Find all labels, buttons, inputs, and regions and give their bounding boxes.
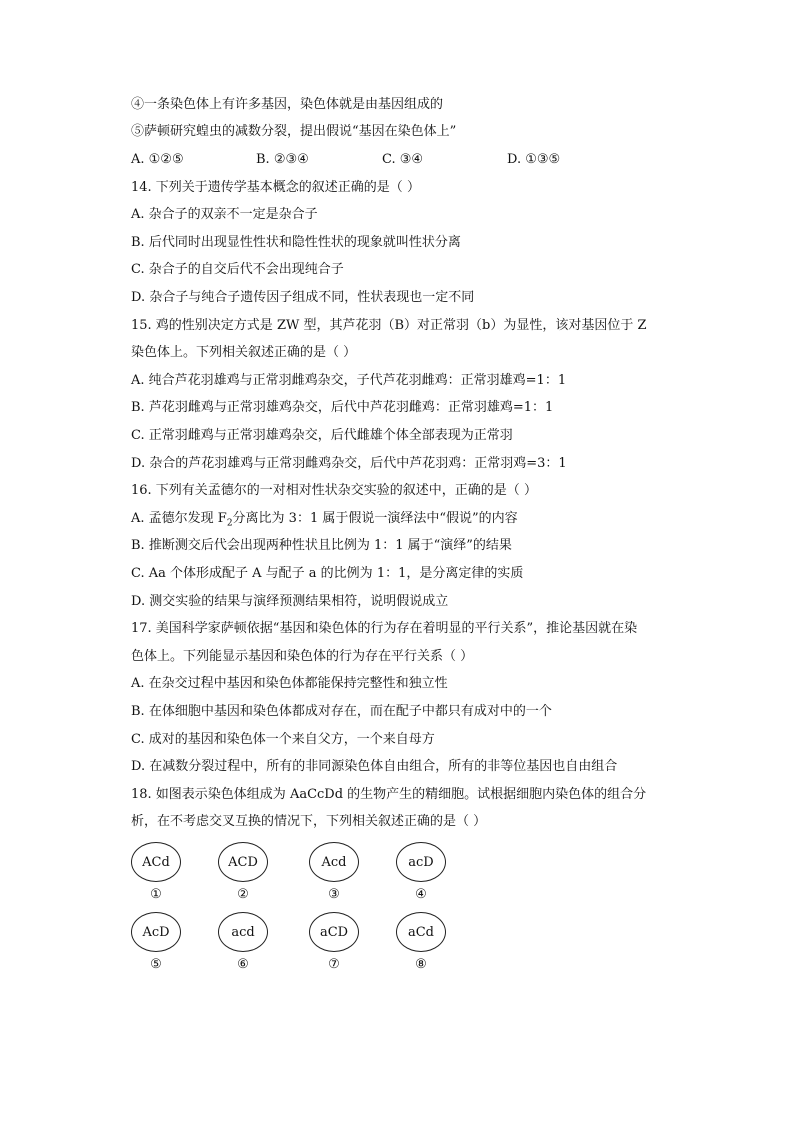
q16-stem: 16. 下列有关孟德尔的一对相对性状杂交实验的叙述中，正确的是（ ）: [131, 483, 537, 498]
cell-8-number: ⑧: [415, 957, 427, 972]
cell-8: aCd: [396, 912, 446, 952]
q15-option-b[interactable]: B. 芦花羽雌鸡与正常羽雄鸡杂交，后代中芦花羽雌鸡：正常羽雄鸡=1：1: [131, 400, 554, 415]
cell-2: ACD: [218, 842, 268, 882]
q18-stem-line-1: 18. 如图表示染色体组成为 AaCcDd 的生物产生的精细胞。试根据细胞内染色体的组合分: [131, 787, 647, 802]
q16-option-c[interactable]: C. Aa 个体形成配子 A 与配子 a 的比例为 1：1，是分离定律的实质: [131, 566, 524, 581]
cell-4-number: ④: [415, 887, 427, 902]
q13-option-c[interactable]: C. ③④: [382, 152, 424, 167]
cell-5: AcD: [131, 912, 181, 952]
cell-7-number: ⑦: [328, 957, 340, 972]
q14-option-b[interactable]: B. 后代同时出现显性性状和隐性性状的现象就叫性状分离: [131, 235, 461, 250]
q17-option-a[interactable]: A. 在杂交过程中基因和染色体都能保持完整性和独立性: [131, 676, 448, 691]
cell-1: ACd: [131, 842, 181, 882]
q17-stem-line-1: 17. 美国科学家萨顿依据“基因和染色体的行为存在着明显的平行关系”，推论基因就在染: [131, 621, 638, 636]
q13-option-a[interactable]: A. ①②⑤: [131, 152, 184, 167]
cell-4: acD: [396, 842, 446, 882]
q16-option-b[interactable]: B. 推断测交后代会出现两种性状且比例为 1：1 属于“演绎”的结果: [131, 538, 512, 553]
cell-1-number: ①: [150, 887, 162, 902]
q15-stem-line-1: 15. 鸡的性别决定方式是 ZW 型，其芦花羽（B）对正常羽（b）为显性，该对基因位于 Z: [131, 318, 647, 333]
q16-option-a-text-1: A. 孟德尔发现 F: [131, 511, 227, 526]
q16-option-a-subscript: 2: [226, 518, 233, 529]
q17-option-b[interactable]: B. 在体细胞中基因和染色体都成对存在，而在配子中都只有成对中的一个: [131, 704, 552, 719]
q13-option-d[interactable]: D. ①③⑤: [507, 152, 561, 167]
cell-6-number: ⑥: [237, 957, 249, 972]
cell-3-number: ③: [328, 887, 340, 902]
q17-option-d[interactable]: D. 在减数分裂过程中，所有的非同源染色体自由组合，所有的非等位基因也自由组合: [131, 759, 618, 774]
q15-option-d[interactable]: D. 杂合的芦花羽雄鸡与正常羽雌鸡杂交，后代中芦花羽鸡：正常羽鸡=3：1: [131, 456, 567, 471]
q16-option-d[interactable]: D. 测交实验的结果与演绎预测结果相符，说明假说成立: [131, 594, 449, 609]
q13-option-b[interactable]: B. ②③④: [256, 152, 309, 167]
q15-stem-line-2: 染色体上。下列相关叙述正确的是（ ）: [131, 345, 357, 360]
q15-option-c[interactable]: C. 正常羽雌鸡与正常羽雄鸡杂交，后代雌雄个体全部表现为正常羽: [131, 428, 513, 443]
q18-stem-line-2: 析，在不考虑交叉互换的情况下，下列相关叙述正确的是（ ）: [131, 814, 487, 829]
cell-7: aCD: [309, 912, 359, 952]
q14-option-d[interactable]: D. 杂合子与纯合子遗传因子组成不同，性状表现也一定不同: [131, 290, 475, 305]
q16-option-a-text-2: 分离比为 3：1 属于假说一演绎法中“假说”的内容: [232, 511, 518, 526]
cell-5-number: ⑤: [150, 957, 162, 972]
q17-stem-line-2: 色体上。下列能显示基因和染色体的行为存在平行关系（ ）: [131, 649, 474, 664]
q14-option-c[interactable]: C. 杂合子的自交后代不会出现纯合子: [131, 262, 344, 277]
cell-6: acd: [218, 912, 268, 952]
q14-stem: 14. 下列关于遗传学基本概念的叙述正确的是（ ）: [131, 180, 420, 195]
cell-3: Acd: [309, 842, 359, 882]
q15-option-a[interactable]: A. 纯合芦花羽雄鸡与正常羽雌鸡杂交，子代芦花羽雌鸡：正常羽雄鸡=1：1: [131, 373, 567, 388]
q14-option-a[interactable]: A. 杂合子的双亲不一定是杂合子: [131, 207, 318, 222]
cell-2-number: ②: [237, 887, 249, 902]
q13-statement-4: ④一条染色体上有许多基因，染色体就是由基因组成的: [131, 97, 444, 112]
q13-statement-5: ⑤萨顿研究蝗虫的减数分裂，提出假说“基因在染色体上”: [131, 124, 457, 139]
q16-option-a[interactable]: [131, 511, 518, 527]
q17-option-c[interactable]: C. 成对的基因和染色体一个来自父方，一个来自母方: [131, 732, 435, 747]
